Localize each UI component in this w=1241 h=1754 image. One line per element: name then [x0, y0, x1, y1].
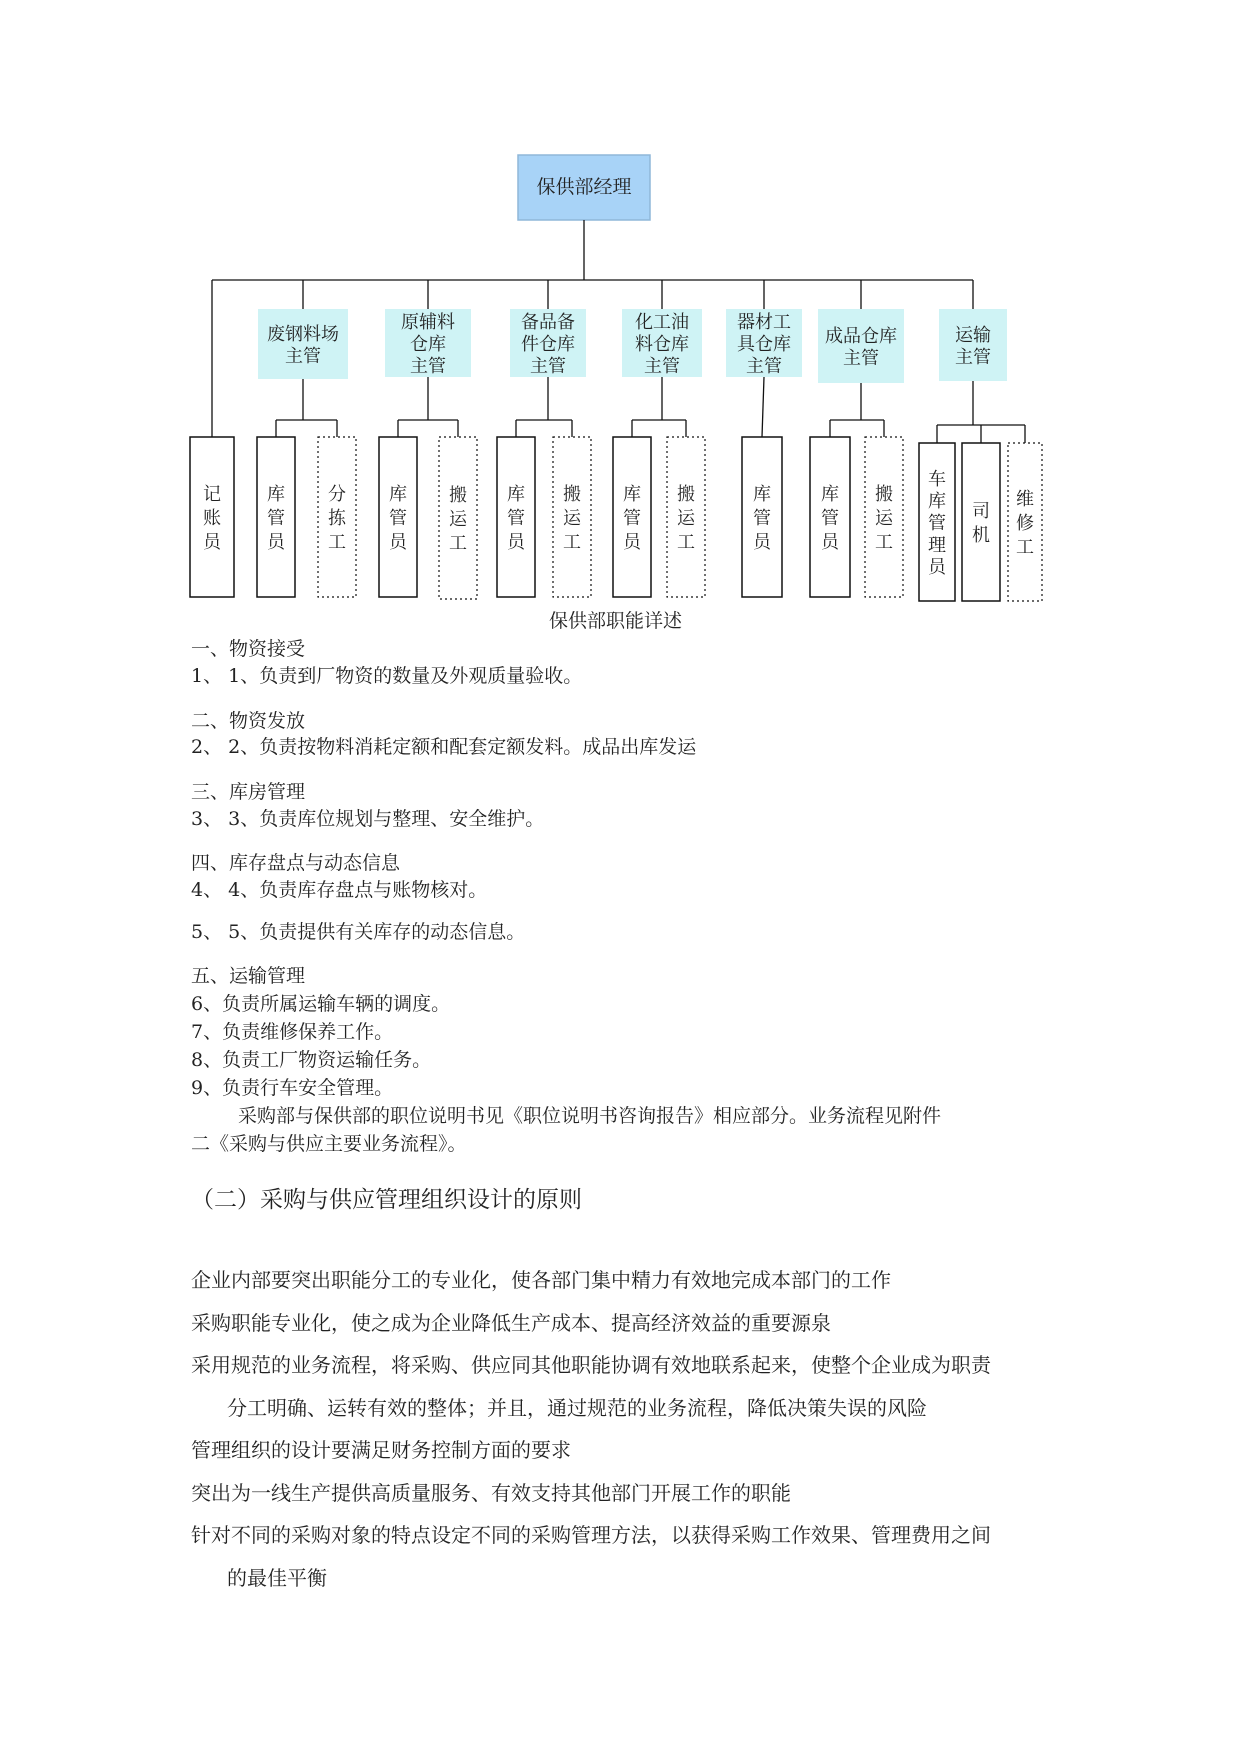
staff-label-char: 工 [1016, 537, 1034, 558]
principle-3-cont: 分工明确、运转有效的整体；并且，通过规范的业务流程，降低决策失误的风险 [227, 1396, 927, 1420]
staff-label-char: 库 [389, 484, 407, 505]
staff-label-char: 运 [563, 508, 581, 529]
manager-label: 备品备 [521, 312, 575, 333]
staff-label-char: 库 [821, 484, 839, 505]
principle-3: 采用规范的业务流程，将采购、供应同其他职能协调有效地联系起来，使整个企业成为职责 [191, 1353, 991, 1377]
staff-label-char: 员 [389, 532, 407, 553]
staff-label-char: 运 [677, 508, 695, 529]
function-item-4: 4、 4、负责库存盘点与账物核对。 [191, 879, 488, 901]
manager-label: 主管 [410, 356, 446, 377]
staff-label-char: 搬 [563, 484, 581, 505]
manager-label: 成品仓库 [825, 326, 897, 347]
function-item-9: 9、负责行车安全管理。 [191, 1077, 394, 1099]
manager-label: 化工油 [635, 312, 689, 333]
principle-6-cont: 的最佳平衡 [227, 1566, 327, 1590]
chart-caption: 保供部职能详述 [549, 610, 683, 632]
staff-label-char: 管 [267, 508, 285, 529]
staff-label-char: 工 [449, 533, 467, 554]
manager-label: 主管 [530, 356, 566, 377]
manager-label: 主管 [843, 348, 879, 369]
staff-label-char: 拣 [328, 508, 346, 529]
manager-label: 主管 [285, 346, 321, 367]
staff-label-char: 库 [267, 484, 285, 505]
function-heading-1: 一、物资接受 [191, 638, 306, 660]
staff-label-char: 搬 [875, 484, 893, 505]
staff-label-char: 员 [203, 532, 221, 553]
manager-label-top: 保供部经理 [536, 176, 632, 198]
principle-5: 突出为一线生产提供高质量服务、有效支持其他部门开展工作的职能 [191, 1481, 791, 1505]
manager-label: 仓库 [410, 334, 446, 355]
staff-label-char: 管 [753, 508, 771, 529]
section-title: （二）采购与供应管理组织设计的原则 [191, 1187, 582, 1213]
staff-label-char: 库 [753, 484, 771, 505]
staff-label-char: 员 [507, 532, 525, 553]
staff-label-char: 车 [928, 469, 946, 490]
staff-label-char: 运 [449, 509, 467, 530]
principle-4: 管理组织的设计要满足财务控制方面的要求 [191, 1438, 571, 1462]
staff-label-char: 司 [972, 501, 990, 522]
staff-label-char: 工 [677, 532, 695, 553]
staff-label-char: 员 [623, 532, 641, 553]
org-chart [0, 0, 1241, 620]
staff-label-char: 记 [203, 484, 221, 505]
staff-label-char: 管 [389, 508, 407, 529]
staff-label-char: 员 [928, 557, 946, 578]
principle-6: 针对不同的采购对象的特点设定不同的采购管理方法，以获得采购工作效果、管理费用之间 [191, 1523, 991, 1547]
staff-label-char: 搬 [449, 485, 467, 506]
staff-label-char: 管 [507, 508, 525, 529]
staff-label-char: 机 [972, 525, 990, 546]
manager-label: 运输 [955, 325, 991, 346]
function-item-2: 2、 2、负责按物料消耗定额和配套定额发料。成品出库发运 [191, 736, 697, 758]
function-item-7: 7、负责维修保养工作。 [191, 1021, 394, 1043]
manager-label: 主管 [955, 347, 991, 368]
function-heading-3: 三、库房管理 [191, 781, 306, 803]
principle-2: 采购职能专业化，使之成为企业降低生产成本、提高经济效益的重要源泉 [191, 1311, 831, 1335]
staff-label-char: 库 [507, 484, 525, 505]
staff-label-char: 库 [928, 491, 946, 512]
note-line-1: 采购部与保供部的职位说明书见《职位说明书咨询报告》相应部分。业务流程见附件 [238, 1105, 942, 1127]
staff-label-char: 库 [623, 484, 641, 505]
staff-label-char: 管 [928, 513, 946, 534]
function-item-1: 1、 1、负责到厂物资的数量及外观质量验收。 [191, 665, 583, 687]
function-item-8: 8、负责工厂物资运输任务。 [191, 1049, 432, 1071]
staff-label-char: 员 [753, 532, 771, 553]
staff-label-char: 工 [875, 532, 893, 553]
staff-label-char: 账 [203, 508, 221, 529]
connector-line [762, 377, 764, 437]
staff-label-char: 工 [328, 532, 346, 553]
staff-label-char: 管 [623, 508, 641, 529]
staff-label-char: 员 [267, 532, 285, 553]
note-line-2: 二《采购与供应主要业务流程》。 [191, 1133, 467, 1155]
function-heading-4: 四、库存盘点与动态信息 [191, 852, 401, 874]
function-item-6: 6、负责所属运输车辆的调度。 [191, 993, 451, 1015]
staff-label-char: 搬 [677, 484, 695, 505]
manager-label: 件仓库 [521, 334, 575, 355]
manager-label: 料仓库 [635, 334, 689, 355]
manager-label: 主管 [644, 356, 680, 377]
staff-label-char: 维 [1016, 489, 1034, 510]
function-item-5: 5、 5、负责提供有关库存的动态信息。 [191, 921, 526, 943]
staff-label-char: 员 [821, 532, 839, 553]
function-item-3: 3、 3、负责库位规划与整理、安全维护。 [191, 808, 545, 830]
staff-box [962, 443, 1000, 601]
staff-label-char: 理 [928, 535, 946, 556]
manager-label: 具仓库 [737, 334, 791, 355]
manager-label: 主管 [746, 356, 782, 377]
staff-label-char: 分 [328, 484, 346, 505]
principle-1: 企业内部要突出职能分工的专业化，使各部门集中精力有效地完成本部门的工作 [191, 1268, 891, 1292]
function-heading-5: 五、运输管理 [191, 965, 306, 987]
function-heading-2: 二、物资发放 [191, 710, 306, 732]
manager-label: 器材工 [737, 312, 791, 333]
staff-label-char: 工 [563, 532, 581, 553]
manager-label: 废钢料场 [267, 324, 339, 345]
staff-label-char: 运 [875, 508, 893, 529]
staff-label-char: 修 [1016, 513, 1034, 534]
manager-label: 原辅料 [401, 312, 455, 333]
staff-label-char: 管 [821, 508, 839, 529]
